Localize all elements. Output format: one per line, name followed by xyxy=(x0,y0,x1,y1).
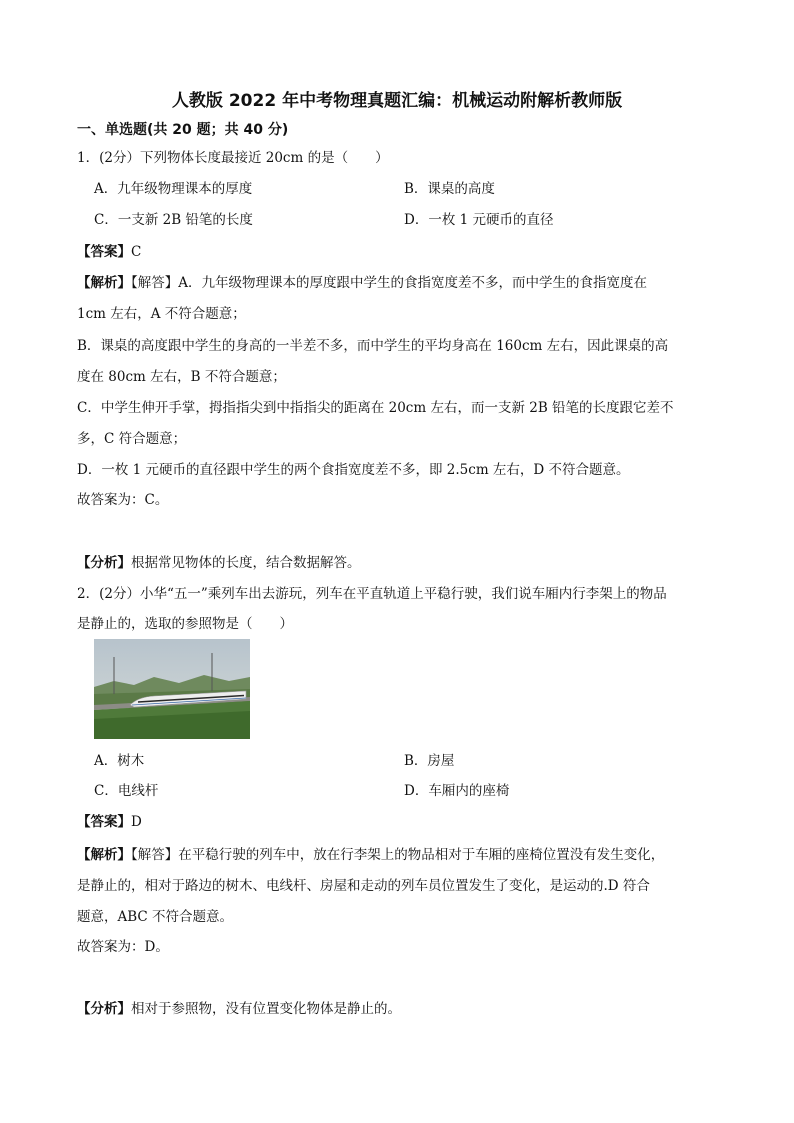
q1-analysis-line-4: 度在 80cm 左右，B 不符合题意； xyxy=(77,369,286,385)
q2-answer-value: D xyxy=(131,814,142,830)
q2-option-d: D．车厢内的座椅 xyxy=(404,783,510,799)
q1-fenxi-text: 根据常见物体的长度，结合数据解答。 xyxy=(131,555,361,571)
q2-option-a: A．树木 xyxy=(94,753,145,769)
q1-analysis-line-1 xyxy=(77,271,647,291)
q1-answer xyxy=(77,240,141,260)
q1-analysis-text-1: A．九年级物理课本的厚度跟中学生的食指宽度差不多，而中学生的食指宽度在 xyxy=(178,275,647,291)
q1-analysis-line-7: D．一枚 1 元硬币的直径跟中学生的两个食指宽度差不多，即 2.5cm 左右，D 不符合题意。 xyxy=(77,462,630,478)
q1-option-a: A．九年级物理课本的厚度 xyxy=(94,181,253,197)
q1-answer-tag: 【答案】 xyxy=(77,244,131,260)
q1-option-c: C．一支新 2B 铅笔的长度 xyxy=(94,212,253,228)
q2-analysis-tag: 【解析】 xyxy=(77,847,131,863)
q2-analysis-line-1 xyxy=(77,843,664,863)
q1-answer-value: C xyxy=(131,244,142,260)
q2-analysis-line-2: 是静止的，相对于路边的树木、电线杆、房屋和走动的列车员位置发生了变化，是运动的.D 符合 xyxy=(77,878,650,894)
q1-analysis-line-3: B．课桌的高度跟中学生的身高的一半差不多，而中学生的平均身高在 160cm 左右，因此课桌的高 xyxy=(77,338,669,354)
section-heading: 一、单选题(共 20 题；共 40 分) xyxy=(77,122,289,138)
q2-answer-tag: 【答案】 xyxy=(77,814,131,830)
q2-fenxi-text: 相对于参照物，没有位置变化物体是静止的。 xyxy=(131,1001,401,1017)
q1-option-b: B．课桌的高度 xyxy=(404,181,495,197)
q1-stem: 1．(2分）下列物体长度最接近 20cm 的是（ ） xyxy=(77,150,389,166)
q1-analysis-tag: 【解析】 xyxy=(77,275,131,291)
q1-solve-tag: 【解答】 xyxy=(131,275,179,291)
q2-solve-tag: 【解答】 xyxy=(131,847,179,863)
q2-final-answer: 故答案为：D。 xyxy=(77,939,169,955)
q2-stem-line-1: 2．(2分）小华“五一”乘列车出去游玩，列车在平直轨道上平稳行驶，我们说车厢内行李架上的物品 xyxy=(77,586,667,602)
q1-analysis-line-6: 多，C 符合题意； xyxy=(77,431,187,447)
q2-option-b: B．房屋 xyxy=(404,753,455,769)
q1-analysis-line-5: C．中学生伸开手掌，拇指指尖到中指指尖的距离在 20cm 左右，而一支新 2B 铅笔的长度跟它差不 xyxy=(77,400,674,416)
q1-final-answer: 故答案为：C。 xyxy=(77,492,169,508)
q2-analysis-text-1: 在平稳行驶的列车中，放在行李架上的物品相对于车厢的座椅位置没有发生变化， xyxy=(178,847,665,863)
high-speed-train-photo xyxy=(94,639,250,739)
document-title: 人教版 2022 年中考物理真题汇编：机械运动附解析教师版 xyxy=(171,91,623,111)
train-illustration xyxy=(94,639,250,739)
q1-option-d: D．一枚 1 元硬币的直径 xyxy=(404,212,554,228)
q2-stem-line-2: 是静止的，选取的参照物是（ ） xyxy=(77,616,293,632)
q2-option-c: C．电线杆 xyxy=(94,783,159,799)
q2-answer xyxy=(77,810,142,830)
q2-fenxi xyxy=(77,997,401,1017)
q1-analysis-line-2: 1cm 左右，A 不符合题意； xyxy=(77,306,246,322)
q1-fenxi-tag: 【分析】 xyxy=(77,555,131,571)
q2-fenxi-tag: 【分析】 xyxy=(77,1001,131,1017)
q1-fenxi xyxy=(77,551,361,571)
q2-analysis-line-3: 题意，ABC 不符合题意。 xyxy=(77,909,234,925)
